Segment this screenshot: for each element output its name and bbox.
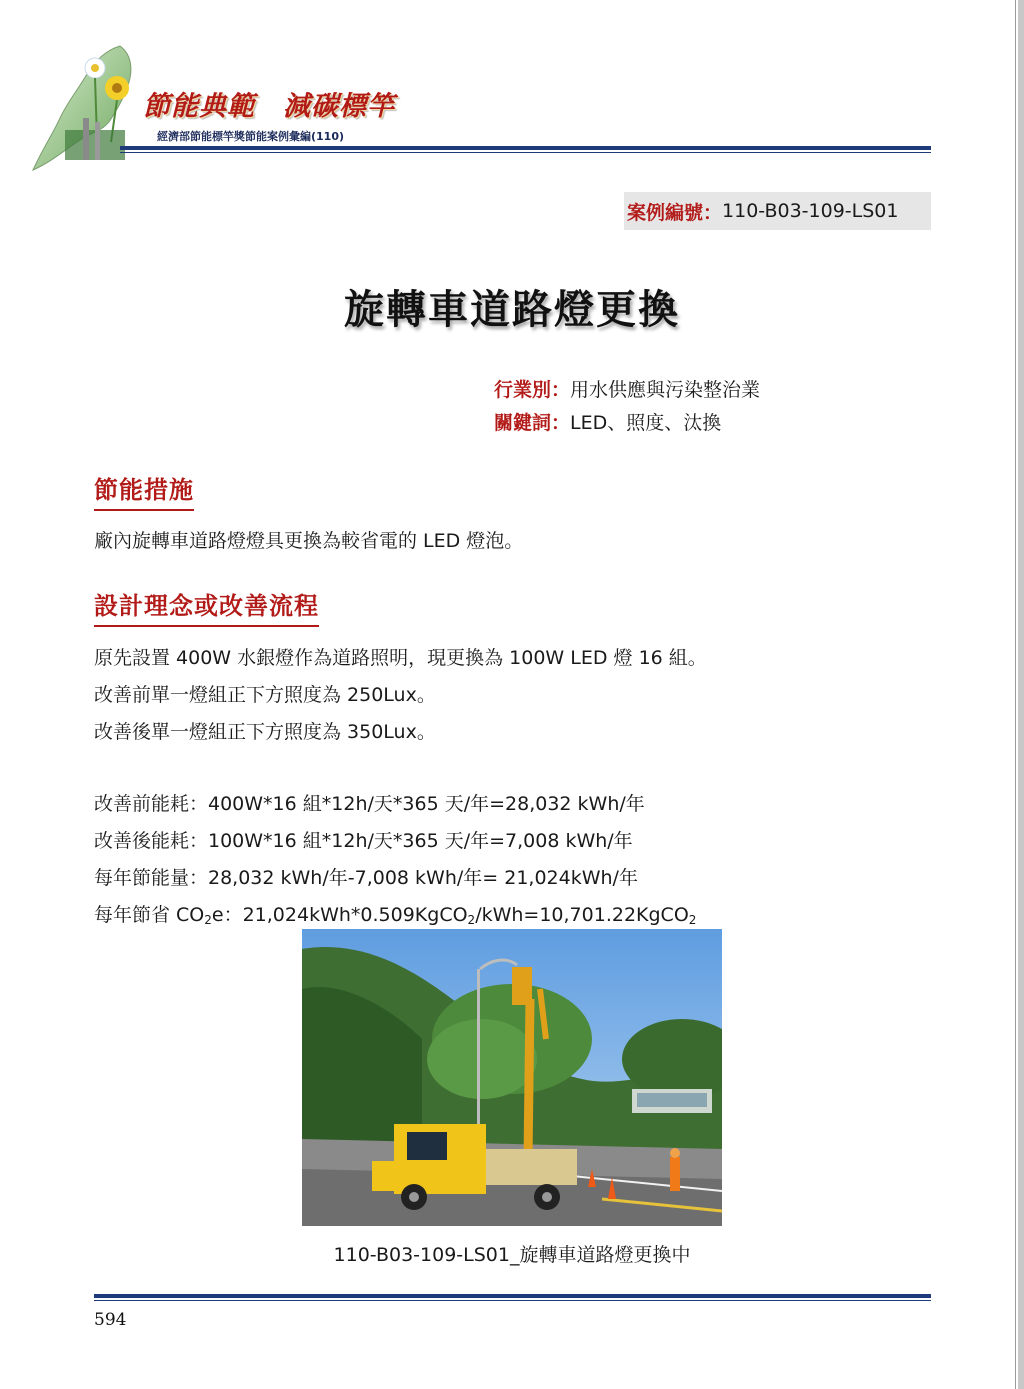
industry-row xyxy=(494,374,760,407)
case-id-value: 110-B03-109-LS01 xyxy=(722,200,899,222)
case-id-box xyxy=(624,192,931,230)
industry-label: 行業別： xyxy=(494,379,571,401)
calc-after: 改善後能耗：100W*16 組*12h/天*365 天/年=7,008 kWh/年 xyxy=(94,830,633,852)
keywords-row xyxy=(494,407,760,440)
photo-caption: 110-B03-109-LS01_旋轉車道路燈更換中 xyxy=(333,1244,691,1266)
section-text-design xyxy=(94,640,707,751)
design-line: 改善後單一燈組正下方照度為 350Lux。 xyxy=(94,721,436,743)
co2-mid: e：21,024kWh*0.509KgCO xyxy=(211,904,468,926)
energy-calculations xyxy=(94,786,696,939)
case-meta xyxy=(494,374,760,440)
footer-rule-thin xyxy=(94,1300,931,1301)
header-rule xyxy=(120,146,931,150)
case-id-label: 案例編號： xyxy=(627,201,723,224)
calc-saving: 每年節能量：28,032 kWh/年-7,008 kWh/年= 21,024kWh/年 xyxy=(94,867,638,889)
page-number: 594 xyxy=(94,1310,127,1330)
brand-subtitle: 經濟部節能標竿獎節能案例彙編(110) xyxy=(157,130,345,143)
work-photo xyxy=(302,929,722,1226)
co2-mid: /kWh=10,701.22KgCO xyxy=(475,904,689,926)
document-title: 旋轉車道路燈更換 xyxy=(344,287,680,333)
co2-sub: 2 xyxy=(204,913,212,927)
design-line: 改善前單一燈組正下方照度為 250Lux。 xyxy=(94,684,436,706)
industry-value: 用水供應與污染整治業 xyxy=(570,379,761,401)
calc-before: 改善前能耗：400W*16 組*12h/天*365 天/年=28,032 kWh/年 xyxy=(94,793,645,815)
page-header xyxy=(0,0,1024,190)
co2-sub: 2 xyxy=(467,913,476,927)
co2-sub: 2 xyxy=(688,913,697,927)
section-heading-measures: 節能措施 xyxy=(94,470,194,511)
co2-prefix: 每年節省 CO xyxy=(94,904,205,926)
page-edge-line xyxy=(1015,0,1016,1389)
section-heading-design: 設計理念或改善流程 xyxy=(94,586,319,627)
footer-rule xyxy=(94,1294,931,1298)
photo-illustration xyxy=(302,929,722,1226)
design-line: 原先設置 400W 水銀燈作為道路照明，現更換為 100W LED 燈 16 組。 xyxy=(94,647,707,669)
section-text-measures: 廠內旋轉車道路燈燈具更換為較省電的 LED 燈泡。 xyxy=(94,530,524,552)
keywords-label: 關鍵詞： xyxy=(494,412,571,434)
keywords-value: LED、照度、汰換 xyxy=(570,412,722,434)
header-rule-thin xyxy=(120,152,931,153)
page-edge-shadow xyxy=(1018,0,1024,1389)
brand-title: 節能典範 減碳標竿 xyxy=(143,91,395,122)
